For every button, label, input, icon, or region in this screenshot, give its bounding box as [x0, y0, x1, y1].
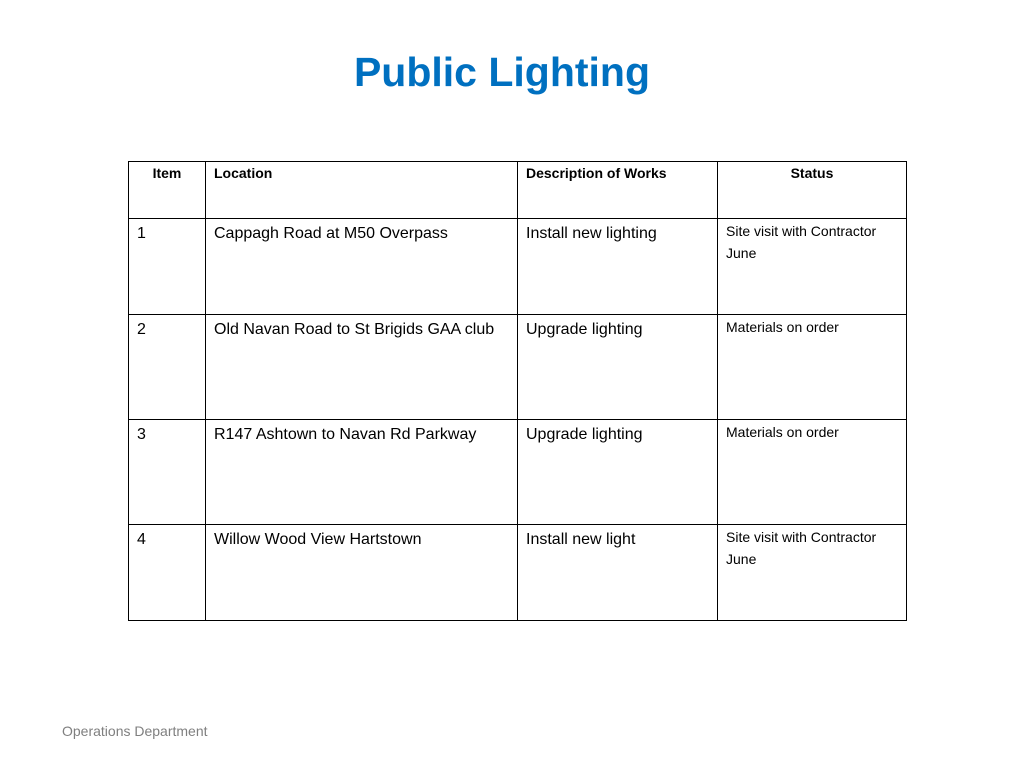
header-item: Item — [129, 162, 206, 219]
header-status: Status — [718, 162, 907, 219]
cell-status: Materials on order — [718, 420, 907, 525]
cell-item: 2 — [129, 315, 206, 420]
cell-status: Site visit with Contractor June — [718, 525, 907, 621]
table-header-row — [129, 162, 907, 219]
table-row — [129, 525, 907, 621]
header-location: Location — [206, 162, 518, 219]
cell-status: Site visit with Contractor June — [718, 219, 907, 315]
cell-description: Upgrade lighting — [518, 420, 718, 525]
table-row — [129, 315, 907, 420]
cell-item: 1 — [129, 219, 206, 315]
cell-description: Install new lighting — [518, 219, 718, 315]
cell-location: R147 Ashtown to Navan Rd Parkway — [206, 420, 518, 525]
page-title: Public Lighting — [353, 49, 651, 95]
header-description: Description of Works — [518, 162, 718, 219]
cell-location: Cappagh Road at M50 Overpass — [206, 219, 518, 315]
works-table — [128, 161, 907, 621]
footer-text: Operations Department — [62, 723, 208, 739]
table-row — [129, 420, 907, 525]
cell-description: Install new light — [518, 525, 718, 621]
cell-item: 3 — [129, 420, 206, 525]
table-row — [129, 219, 907, 315]
cell-item: 4 — [129, 525, 206, 621]
cell-location: Willow Wood View Hartstown — [206, 525, 518, 621]
cell-location: Old Navan Road to St Brigids GAA club — [206, 315, 518, 420]
cell-description: Upgrade lighting — [518, 315, 718, 420]
cell-status: Materials on order — [718, 315, 907, 420]
